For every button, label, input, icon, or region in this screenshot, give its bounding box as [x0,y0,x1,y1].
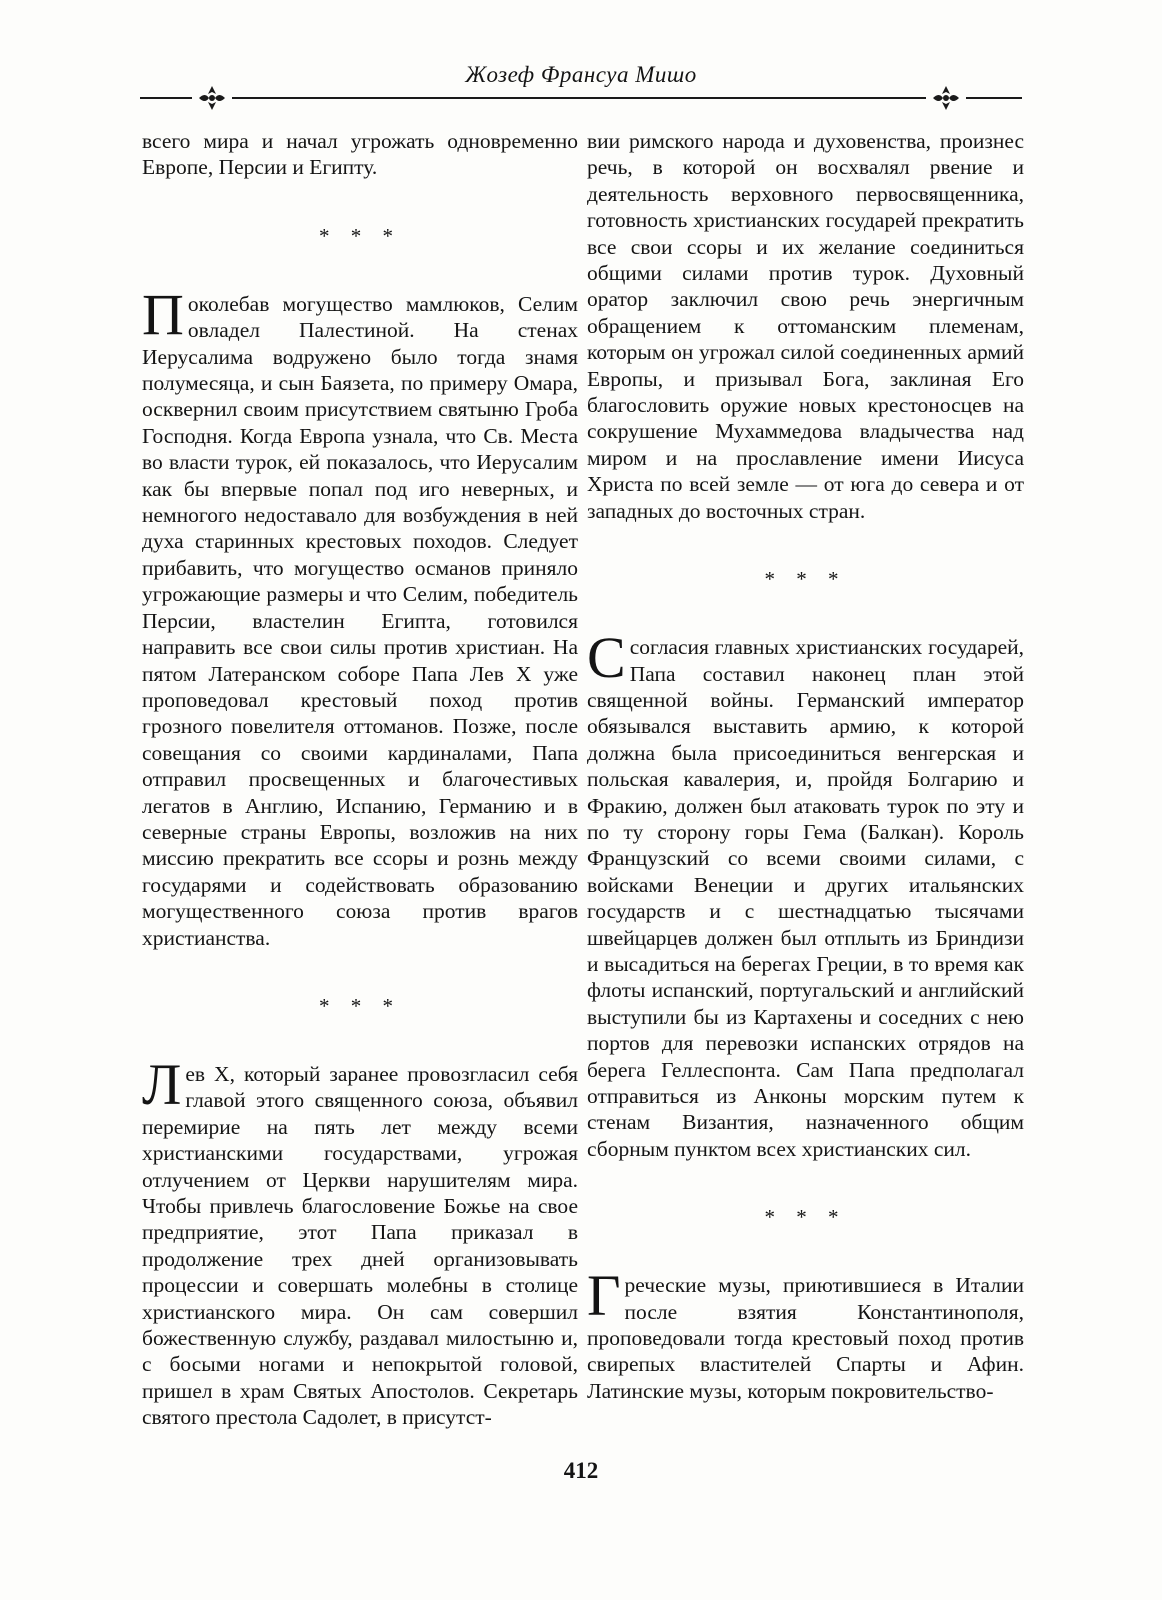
running-header-title: Жозеф Франсуа Мишо [465,62,697,87]
paragraph-text: согласия главных христианских государей, Папа составил наконец план этой священной войны. Германский император обязывался выставить армию, к которой должна была присоединиться венгерская и польская кавалерия, и, пройдя Болгарию и Фракию, должен был атаковать турок по эту и по ту сторону горы Гема (Балкан). Король Французский со всеми своими силами, с войсками Венеции и других итальянских государств и с шестнадцатью тысячами швейцарцев должен был отплыть из Бриндизи и высадиться на берегах Греции, в то время как флоты испанский, португальский и английский выступили бы из Картахены и соседних с нею портов для перевозки испанских отрядов на берега Геллеспонта. Сам Папа предполагал отправиться из Анконы морским путем к стенам Византия, назначенного общим сборным пунктом всех христианских сил. [587,635,1024,1161]
drop-cap: П [142,281,184,347]
paragraph [142,1051,578,1431]
paragraph [587,625,1024,1162]
paragraph-text: ев X, который заранее провозгласил себя главой этого священного союза, объявил перемирие на пять лет между всеми христианскими государствами, угрожая отлучением от Церкви нарушителям мира. Чтобы привлечь благословение Божье на свое предприятие, этот Папа приказал в продолжение трех дней организовывать процессии и совершать молебны в столице христианского мира. Он сам совершил божественную службу, раздавал милостыню и, с босыми ногами и непокрытой головой, пришел в храм Святых Апостолов. Секретарь святого престола Садолет, в присутст- [142,1061,578,1430]
fleuron-ornament-icon [197,84,227,112]
paragraph-text: околебав могущество мамлюков, Селим овладел Палестиной. На стенах Иерусалима водружено было тогда знамя полумесяца, и сын Баязета, по примеру Омара, осквернил своим присутствием святыню Гроба Господня. Когда Европа узнала, что Св. Места во власти турок, ей показалось, что Иерусалим как бы впервые попал под иго неверных, и немногого недоставало для возбуждения в ней духа старинных крестовых походов. Следует прибавить, что могущество османов приняло угрожающие размеры и что Селим, победитель Персии, властелин Египта, готовился направить все свои силы против христиан. На пятом Латеранском соборе Папа Лев X уже проповедовал крестовый поход против грозного повелителя оттоманов. Позже, после совещания со своими кардиналами, Папа отправил просвещенных и благочестивых легатов в Англию, Испанию, Германию и в северные страны Европы, возложив на них миссию прекратить все ссоры и рознь между государями и содействовать образованию могущественного союза против врагов христианства. [142,291,578,950]
section-break: * * * [764,567,847,592]
fleuron-ornament-icon [931,84,961,112]
paragraph-continued: всего мира и начал угрожать одновременно Европе, Персии и Египту. [142,129,578,180]
right-column [587,128,1024,1404]
header-rule-right [966,97,1022,99]
section-break: * * * [764,1205,847,1230]
running-header [140,62,1022,118]
paragraph-continued: вии римского народа и духовенства, произнес речь, в которой он восхвалял рвение и деятельность верховного первосвященника, готовность христианских государей прекратить все свои ссоры и их желание соединиться общими силами против турок. Духовный оратор заключил свою речь энергичным обращением к оттоманским племенам, которым он угрожал силой соединенных армий Европы, и призывал Бога, заклиная Его благословить оружие новых крестоносцев на сокрушение Мухаммедова владычества над миром и на прославление имени Иисуса Христа по всей земле — от юга до севера и от западных до восточных стран. [587,129,1024,523]
drop-cap: Г [587,1263,621,1329]
drop-cap: С [587,625,626,691]
header-rule-left [140,97,192,99]
drop-cap: Л [142,1051,182,1117]
section-break: * * * [319,993,401,1018]
paragraph [587,1263,1024,1404]
paragraph [142,281,578,951]
page-number: 412 [563,1458,599,1483]
header-rule-middle [232,97,926,99]
paragraph-text: реческие музы, приютившиеся в Италии после взятия Константинополя, проповедовали тогда крестовый поход против свирепых властителей Спарты и Афин. Латинские музы, которым покровительство- [587,1273,1024,1403]
left-column [142,128,578,1431]
section-break: * * * [319,223,401,248]
